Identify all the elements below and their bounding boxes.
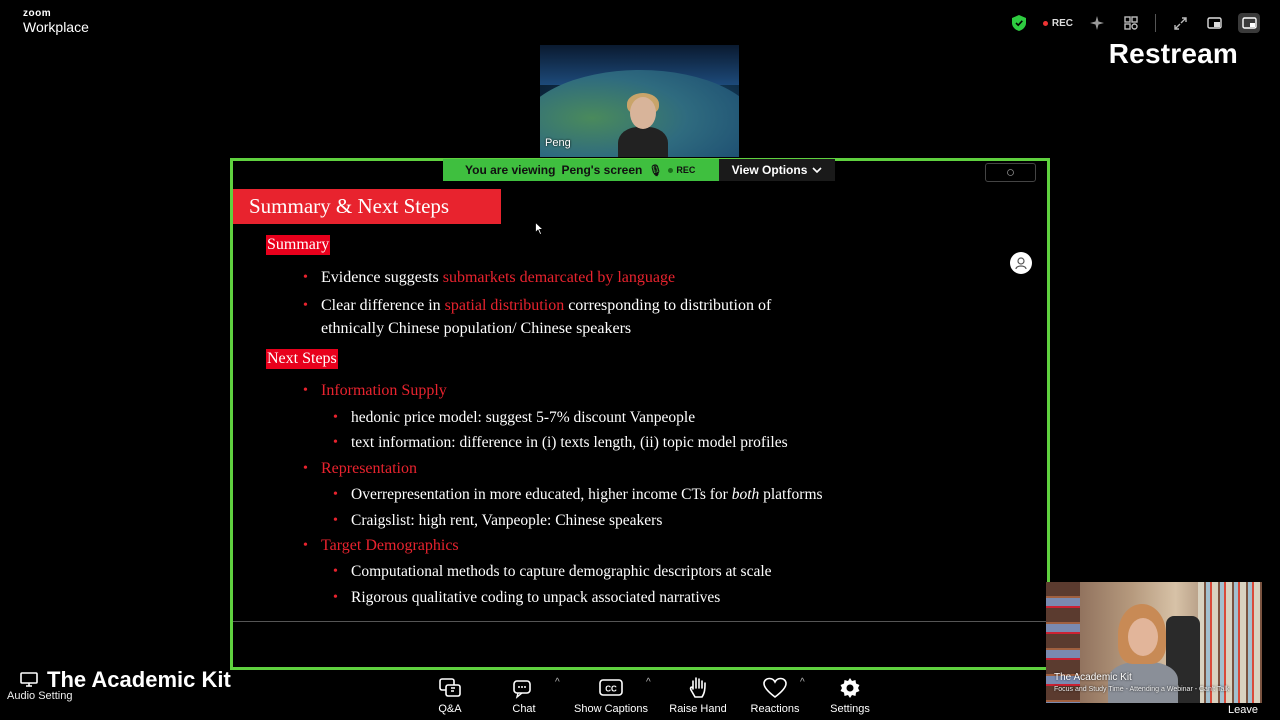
bookshelf-left [1046,582,1080,703]
view-layout-icon[interactable] [1238,13,1260,33]
svg-text:CC: CC [605,684,617,694]
reactions-button[interactable] [742,675,808,720]
view-options-label: View Options [731,163,808,177]
slide-divider [233,621,1047,622]
security-shield-icon[interactable] [1009,13,1029,33]
rec-dot-icon [1043,21,1048,26]
monitor-icon [20,672,38,687]
reactions-caret-up-icon[interactable]: ^ [800,677,805,688]
target-demographics-heading: • Target Demographics [321,534,459,557]
leave-button[interactable]: Leave [1228,704,1258,716]
apps-icon[interactable] [1121,13,1141,33]
self-video-subtitle: Focus and Study Time - Attending a Webinar - Can't Talk [1054,686,1230,693]
bullet-icon: • [333,435,338,450]
captions-icon [599,675,623,701]
chevron-down-icon [812,167,822,173]
zoom-logo-text: zoom [23,8,52,19]
settings-label: Settings [830,703,870,715]
pip-icon[interactable] [1204,13,1224,33]
bullet-icon: • [303,461,308,476]
captions-label: Show Captions [574,703,648,715]
ai-sparkle-icon[interactable] [1087,13,1107,33]
raise-hand-button[interactable] [654,675,742,720]
self-video-name: The Academic Kit [1054,672,1132,683]
presentation-slide [233,183,1047,667]
share-rec-indicator [668,165,695,175]
heart-icon [763,675,787,701]
qa-label: Q&A [438,703,462,715]
bullet-icon: • [303,270,308,285]
info-supply-heading: • Information Supply [321,379,447,402]
self-video-tile[interactable] [1046,582,1262,703]
participant-name: Peng [545,137,571,149]
summary-bullet-1: • Evidence suggests submarkets demarcated by language [321,266,675,289]
chat-caret-up-icon[interactable]: ^ [555,677,560,688]
view-options-button[interactable] [719,159,835,181]
bookshelf-right [1198,582,1262,703]
chat-button[interactable] [480,675,568,720]
viewing-banner [443,159,719,181]
muted-mic-icon: 🎙 [648,164,663,177]
bullet-icon: • [333,590,338,605]
share-rec-label: REC [676,165,696,175]
bullet-icon: • [303,383,308,398]
show-captions-button[interactable] [568,675,654,720]
audio-setting-button[interactable]: Audio Setting [7,690,73,702]
participant-figure [618,97,668,157]
meeting-toolbar [420,675,892,720]
top-right-controls [1009,12,1260,34]
bullet-icon: • [303,538,308,553]
info-item-1: • hedonic price model: suggest 5-7% discount Vanpeople [351,406,695,429]
toolbar-divider [1155,14,1156,32]
target-item-2: • Rigorous qualitative coding to unpack associated narratives [351,586,720,609]
mouse-cursor-icon [535,222,544,235]
zoom-logo [23,9,89,34]
slide-title: Summary & Next Steps [233,189,501,224]
zoom-logo-subtext: Workplace [23,19,89,35]
captions-caret-up-icon[interactable]: ^ [646,677,651,688]
chat-icon [512,675,536,701]
reactions-label: Reactions [750,703,800,715]
info-item-2: • text information: difference in (i) texts length, (ii) topic model profiles [351,431,788,454]
viewing-name: Peng's screen [561,163,643,177]
rec-label: REC [1051,17,1073,29]
next-steps-heading: Next Steps [267,350,337,367]
bullet-icon: • [333,410,338,425]
restream-watermark: Restream [1108,38,1238,69]
gear-icon [839,675,861,701]
summary-heading: Summary [267,236,330,253]
bullet-icon: • [333,564,338,579]
qa-icon [438,675,462,701]
fullscreen-icon[interactable] [1170,13,1190,33]
raise-hand-label: Raise Hand [669,703,727,715]
summary-bullet-2: • Clear difference in spatial distribution corresponding to distribution of [321,294,771,317]
qa-button[interactable] [420,675,480,720]
settings-button[interactable] [808,675,892,720]
representation-item-2: • Craigslist: high rent, Vanpeople: Chinese speakers [351,509,662,532]
raise-hand-icon [688,675,708,701]
viewing-prefix: You are viewing [465,163,556,177]
representation-item-1: • Overrepresentation in more educated, higher income CTs for both platforms [351,483,823,506]
chat-label: Chat [512,703,536,715]
bullet-icon: • [303,298,308,313]
bullet-icon: • [333,513,338,528]
representation-heading: • Representation [321,457,417,480]
recording-indicator[interactable] [1043,18,1073,29]
target-item-1: • Computational methods to capture demographic descriptors at scale [351,560,772,583]
summary-bullet-2-continued: ethnically Chinese population/ Chinese speakers [321,320,632,337]
info-icon [1007,169,1014,176]
bullet-icon: • [333,487,338,502]
channel-name: The Academic Kit [47,667,231,692]
slide-control-box[interactable] [985,163,1036,182]
